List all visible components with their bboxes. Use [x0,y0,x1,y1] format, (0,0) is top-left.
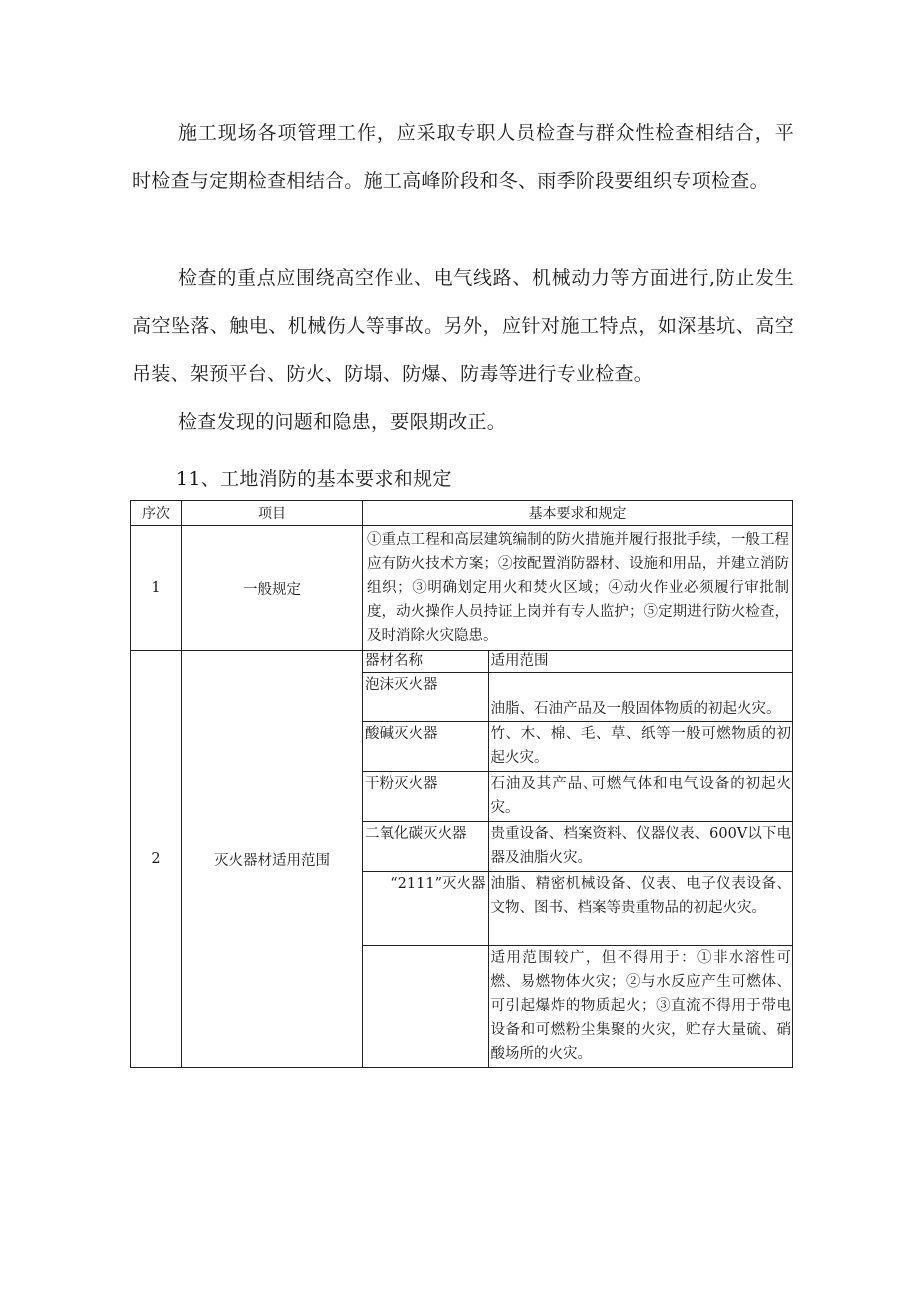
extinguisher-name [363,945,488,1067]
paragraph-inspection-methods: 施工现场各项管理工作，应采取专职人员检查与群众性检查相结合，平时检查与定期检查相结合。施工高峰阶段和冬、雨季阶段要组织专项检查。 [132,122,794,192]
list-item [363,821,793,871]
list-item [363,945,793,1067]
header-requirements: 基本要求和规定 [363,501,793,526]
fire-safety-table [130,500,793,1068]
extinguisher-scope: 油脂、石油产品及一般固体物质的初起火灾。 [488,672,793,721]
row2-item: 灭火器材适用范围 [182,651,363,1068]
list-item [363,721,793,771]
header-extinguisher-scope: 适用范围 [488,651,793,672]
list-item [363,672,793,721]
row1-seq: 1 [131,526,182,651]
row1-requirements: ①重点工程和高层建筑编制的防火措施并履行报批手续，一般工程应有防火技术方案；②按配置消防器材、设施和用品，并建立消防组织；③明确划定用火和焚火区域；④动火作业必须履行审批制度，动火操作人员持证上岗并有专人监护；⑤定期进行防火检查，及时消除火灾隐患。 [363,526,793,651]
paragraph-rectification: 检查发现的问题和隐患，要限期改正。 [178,411,507,433]
extinguisher-scope: 适用范围较广，但不得用于：①非水溶性可燃、易燃物体火灾；②与水反应产生可燃体、可引起爆炸的物质起火；③直流不得用于带电设备和可燃粉尘集聚的火灾，贮存大量硫、硝酸场所的火灾。 [488,945,793,1067]
extinguisher-name: 二氧化碳灭火器 [363,821,488,871]
extinguisher-name: 泡沫灭火器 [363,672,488,721]
table-header-row [131,501,793,526]
extinguisher-table [363,651,793,1067]
header-item: 项目 [182,501,363,526]
extinguisher-scope: 油脂、精密机械设备、仪表、电子仪表设备、文物、图书、档案等贵重物品的初起火灾。 [488,871,793,945]
row2-requirements [363,651,793,1068]
header-extinguisher-name: 器材名称 [363,651,488,672]
row2-seq: 2 [131,651,182,1068]
row1-item: 一般规定 [182,526,363,651]
table-row [131,651,793,1068]
extinguisher-name: “2111”灭火器 [363,871,488,945]
list-item [363,771,793,821]
header-seq: 序次 [131,501,182,526]
extinguisher-scope: 石油及其产品､可燃气体和电气设备的初起火灾。 [488,771,793,821]
extinguisher-name: 酸碱灭火器 [363,721,488,771]
list-item [363,871,793,945]
extinguisher-scope: 贵重设备、档案资料、仪器仪表、600V以下电器及油脂火灾。 [488,821,793,871]
extinguisher-name: 干粉灭火器 [363,771,488,821]
extinguisher-scope: 竹、木、棉、毛、草、纸等一般可燃物质的初起火灾。 [488,721,793,771]
extinguisher-header-row [363,651,793,672]
paragraph-inspection-focus: 检查的重点应围绕高空作业、电气线路、机械动力等方面进行,防止发生高空坠落、触电、机械伤人等事故。另外，应针对施工特点，如深基坑、高空吊装、架预平台、防火、防塌、防爆、防毒等进行专业检查。 [132,267,794,385]
section-heading: 11、工地消防的基本要求和规定 [176,468,452,490]
table-row [131,526,793,651]
